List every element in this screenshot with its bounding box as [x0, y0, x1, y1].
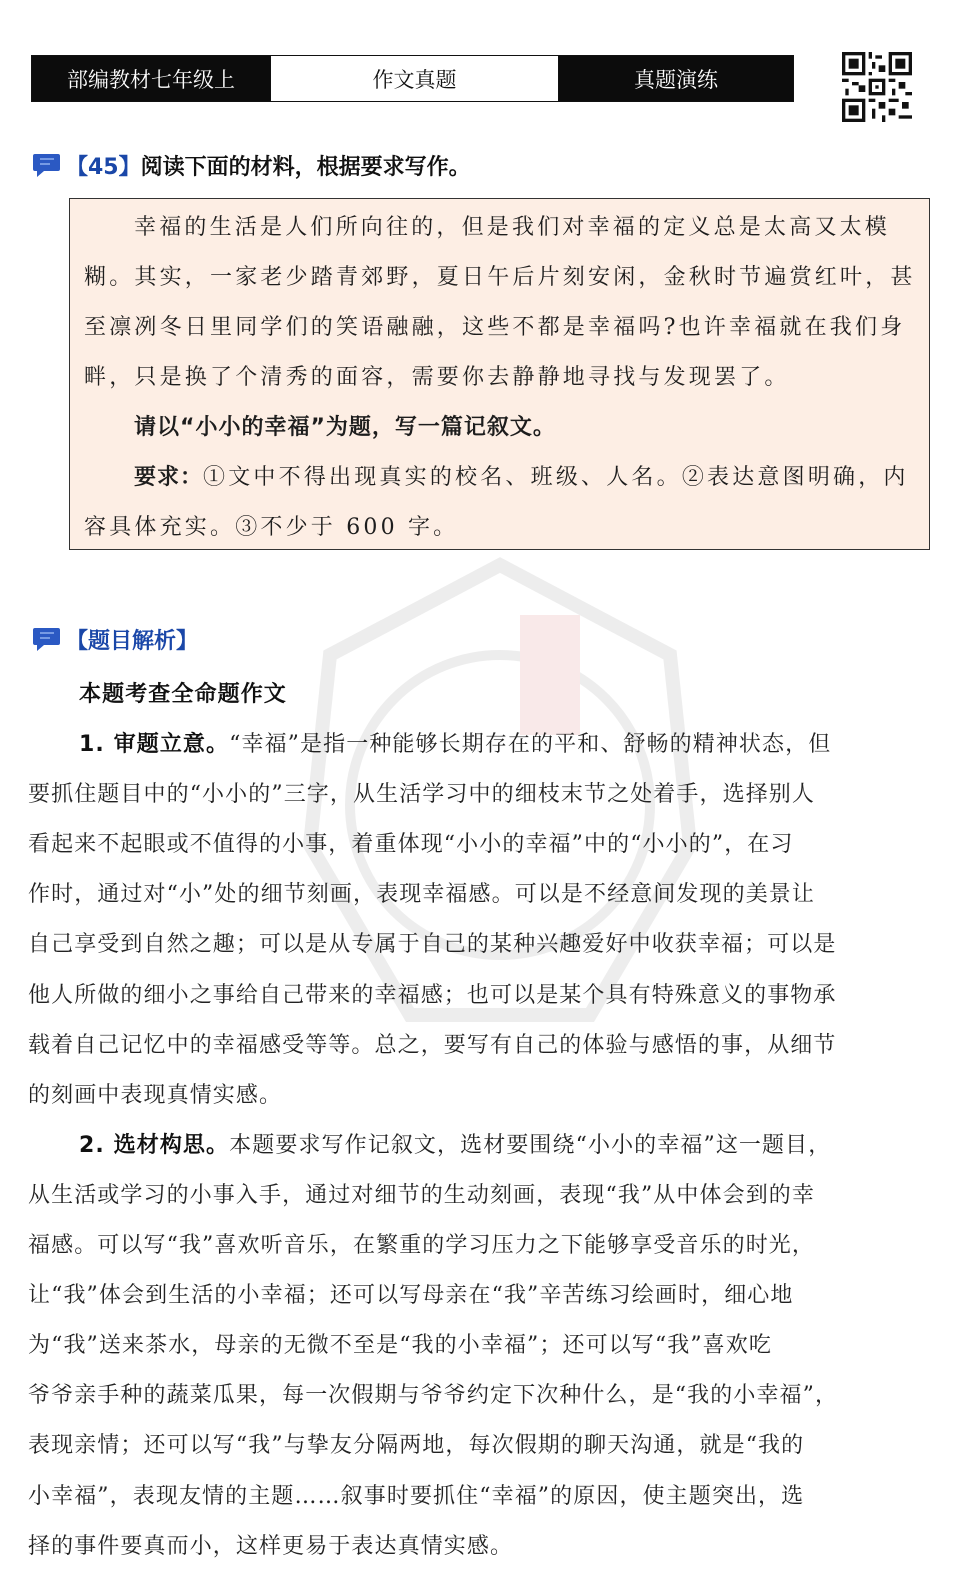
paragraph-line: 表现亲情；还可以写“我”与挚友分隔两地，每次假期的聊天沟通，就是“我的 [28, 1433, 805, 1459]
paragraph-line: 福感。可以写“我”喜欢听音乐，在繁重的学习压力之下能够享受音乐的时光， [28, 1233, 815, 1259]
paragraph-line: 让“我”体会到生活的小幸福；还可以写母亲在“我”辛苦练习绘画时，细心地 [28, 1283, 794, 1309]
requirements-text: ①文中不得出现真实的校名、班级、人名。②表达意图明确，内 [203, 465, 909, 490]
header-section-label: 真题演练 [559, 56, 793, 101]
analysis-title: 【题目解析】 [66, 629, 199, 654]
material-line: 至凛冽冬日里同学们的笑语融融，这些不都是幸福吗?也许幸福就在我们身 [84, 315, 906, 340]
analysis-subtitle: 本题考查全命题作文 [79, 682, 287, 707]
paragraph-line: 为“我”送来茶水，母亲的无微不至是“我的小幸福”；还可以写“我”喜欢吃 [28, 1333, 772, 1359]
paragraph-line: 他人所做的细小之事给自己带来的幸福感；也可以是某个具有特殊意义的事物承 [28, 982, 837, 1008]
requirements-line [84, 453, 915, 503]
chat-bubble-icon [32, 152, 62, 180]
material-line: 糊。其实，一家老少踏青郊野，夏日午后片刻安闲，金秋时节遍赏红叶，甚 [84, 265, 916, 290]
paragraph-line: 择的事件要真而小，这样更易于表达真情实感。 [28, 1533, 514, 1559]
requirements-line: 容具体充实。③不少于 600 字。 [84, 515, 459, 540]
material-line: 幸福的生活是人们所向往的，但是我们对幸福的定义总是太高又太模 [134, 215, 891, 240]
material-line: 畔，只是换了个清秀的面容，需要你去静静地寻找与发现罢了。 [84, 365, 790, 390]
paragraph-first-line [28, 720, 933, 770]
paragraph-line: 从生活或学习的小事入手，通过对细节的生动刻画，表现“我”从中体会到的幸 [28, 1182, 815, 1208]
header-grade-label: 部编教材七年级上 [32, 56, 270, 101]
analysis-heading [32, 624, 198, 655]
question-prompt: 阅读下面的材料，根据要求写作。 [140, 155, 471, 180]
paragraph-line: 小幸福”，表现友情的主题……叙事时要抓住“幸福”的原因，使主题突出，选 [28, 1483, 805, 1509]
paragraph-line: 载着自己记忆中的幸福感受等等。总之，要写有自己的体验与感悟的事，从细节 [28, 1032, 837, 1058]
paragraph-line: 作时，通过对“小”处的细节刻画，表现幸福感。可以是不经意间发现的美景让 [28, 882, 815, 908]
paragraph-line: 自己享受到自然之趣；可以是从专属于自己的某种兴趣爱好中收获幸福；可以是 [28, 932, 837, 958]
paragraph-label: 1. 审题立意。 [79, 732, 230, 758]
paragraph-first-line [28, 1121, 933, 1171]
qr-code-icon[interactable] [842, 52, 912, 122]
paragraph-label: 2. 选材构思。 [79, 1132, 230, 1158]
paragraph-line: 看起来不起眼或不值得的小事，着重体现“小小的幸福”中的“小小的”，在习 [28, 832, 794, 858]
question-heading [32, 150, 471, 181]
material-box [69, 198, 930, 550]
paragraph-line: 的刻画中表现真情实感。 [28, 1082, 283, 1108]
writing-task: 请以“小小的幸福”为题，写一篇记叙文。 [134, 415, 556, 440]
requirements-label: 要求： [134, 465, 204, 490]
question-number: 【45】 [66, 155, 141, 180]
header-bar [31, 55, 794, 102]
paragraph-text: “幸福”是指一种能够长期存在的平和、舒畅的精神状态，但 [229, 732, 832, 758]
paragraph-line: 爷爷亲手种的蔬菜瓜果，每一次假期与爷爷约定下次种什么，是“我的小幸福”， [28, 1383, 839, 1409]
chat-bubble-icon [32, 626, 62, 654]
header-category-label: 作文真题 [270, 56, 559, 101]
paragraph-text: 本题要求写作记叙文，选材要围绕“小小的幸福”这一题目， [229, 1132, 832, 1158]
paragraph-line: 要抓住题目中的“小小的”三字，从生活学习中的细枝末节之处着手，选择别人 [28, 782, 815, 808]
analysis-body [28, 670, 933, 1572]
